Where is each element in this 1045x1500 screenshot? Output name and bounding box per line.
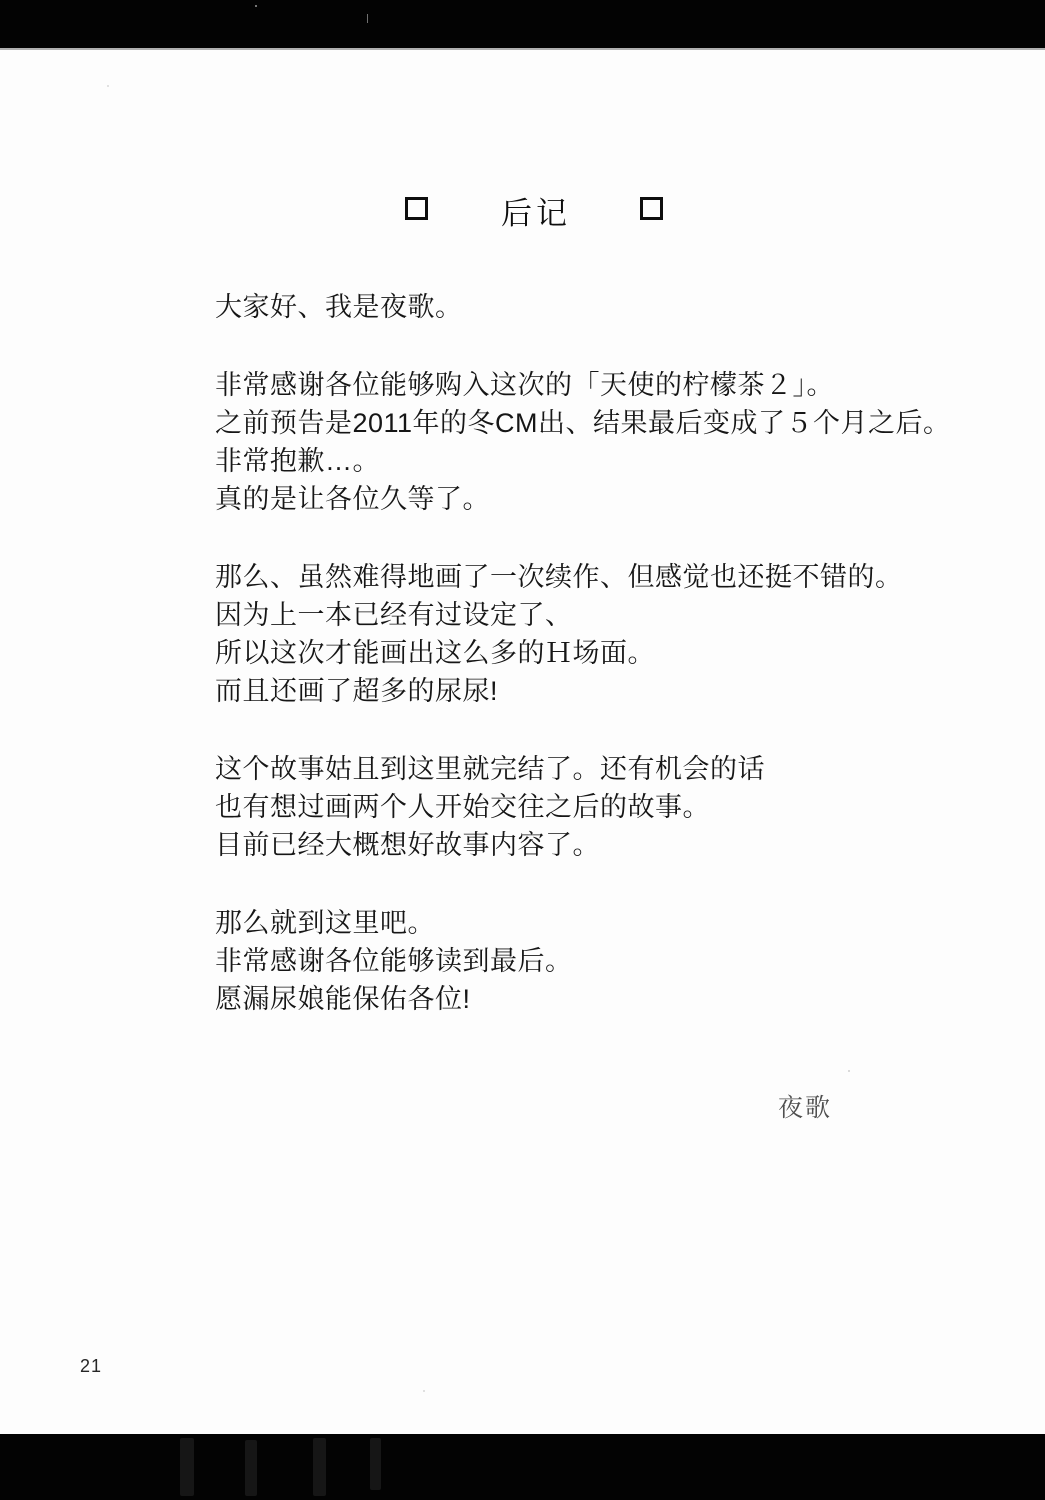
text-line: 之前预告是2011年的冬CM出、结果最后变成了５个月之后。 bbox=[215, 408, 951, 438]
text-line: 非常感谢各位能够购入这次的「天使的柠檬茶２」。 bbox=[215, 370, 834, 400]
afterword-text bbox=[215, 288, 951, 1058]
decorative-square-right bbox=[640, 197, 663, 220]
paragraph bbox=[215, 750, 915, 864]
paragraph bbox=[215, 288, 915, 326]
text-line: 这个故事姑且到这里就完结了。还有机会的话 bbox=[215, 754, 765, 784]
scan-band-bottom bbox=[0, 1434, 1045, 1500]
scan-smudge bbox=[370, 1438, 381, 1490]
scan-band-top bbox=[0, 0, 1045, 48]
scan-band-edge bbox=[0, 48, 1045, 50]
author-signature: 夜歌 bbox=[778, 1094, 833, 1122]
text-line: 那么、虽然难得地画了一次续作、但感觉也还挺不错的。 bbox=[215, 562, 903, 592]
scan-smudge bbox=[245, 1440, 257, 1496]
paragraph bbox=[215, 558, 915, 710]
scan-smudge bbox=[180, 1438, 194, 1496]
page-number: 21 bbox=[80, 1356, 103, 1376]
paragraph bbox=[215, 366, 951, 518]
text-line: 那么就到这里吧。 bbox=[215, 908, 435, 938]
scan-speck bbox=[367, 14, 368, 23]
scan-speck bbox=[848, 1070, 850, 1072]
text-line: 因为上一本已经有过设定了、 bbox=[215, 600, 573, 630]
text-line: 非常抱歉…。 bbox=[215, 446, 380, 476]
scan-speck bbox=[107, 85, 109, 87]
paragraph bbox=[215, 904, 915, 1018]
text-line: 愿漏尿娘能保佑各位! bbox=[215, 984, 471, 1014]
decorative-square-left bbox=[405, 197, 428, 220]
scan-smudge bbox=[313, 1438, 326, 1496]
page-title: 后记 bbox=[501, 196, 571, 231]
scan-speck bbox=[255, 5, 257, 7]
text-line: 也有想过画两个人开始交往之后的故事。 bbox=[215, 792, 710, 822]
text-line: 所以这次才能画出这么多的Ｈ场面。 bbox=[215, 638, 655, 668]
scan-speck bbox=[423, 1390, 425, 1392]
text-line: 目前已经大概想好故事内容了。 bbox=[215, 830, 600, 860]
text-line: 大家好、我是夜歌。 bbox=[215, 292, 463, 322]
text-line: 而且还画了超多的尿尿! bbox=[215, 676, 499, 706]
text-line: 真的是让各位久等了。 bbox=[215, 484, 490, 514]
text-line: 非常感谢各位能够读到最后。 bbox=[215, 946, 573, 976]
